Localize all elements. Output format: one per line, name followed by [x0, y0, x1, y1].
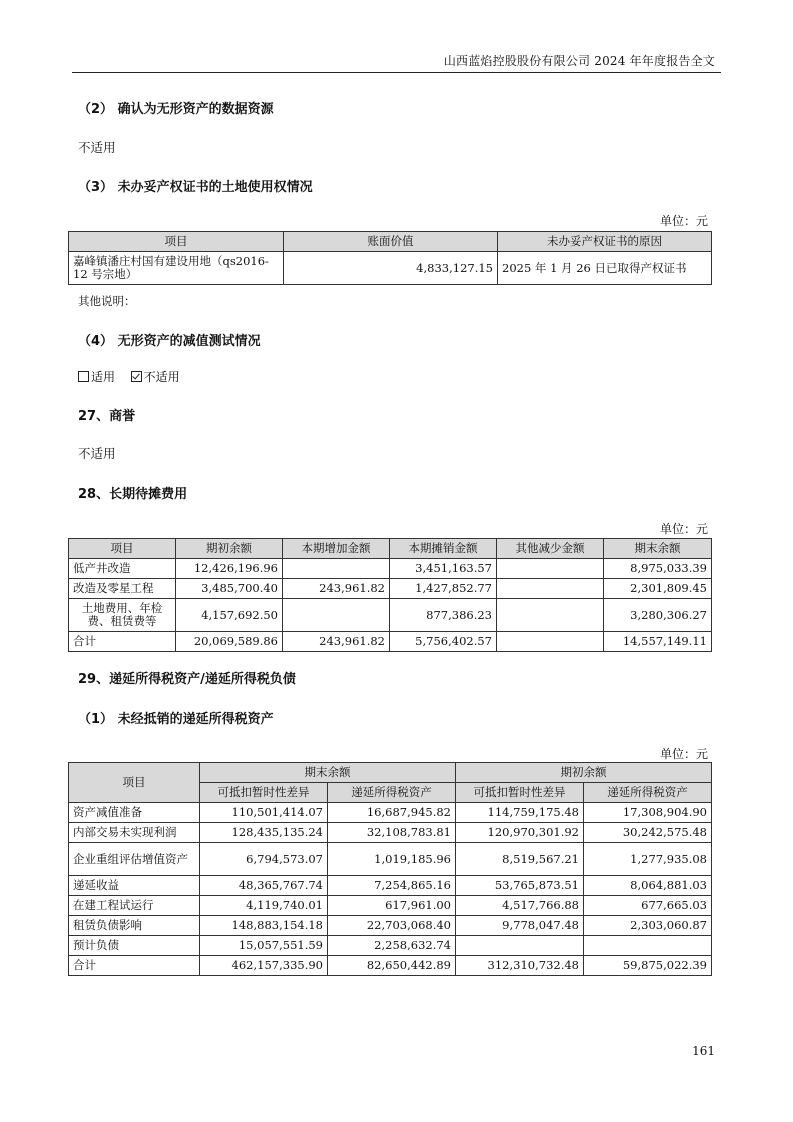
col-subheader: 递延所得税资产	[328, 783, 456, 803]
table-row-total	[69, 956, 712, 976]
table-row	[69, 803, 712, 823]
other-notes-label: 其他说明：	[78, 294, 136, 308]
cell-value: 7,254,865.16	[328, 876, 456, 896]
cell-value: 3,280,306.27	[604, 599, 712, 632]
cell-value: 128,435,135.24	[200, 823, 328, 843]
col-header: 其他减少金额	[497, 539, 604, 559]
cell-value	[497, 599, 604, 632]
row-label: 租赁负债影响	[69, 916, 200, 936]
table-row	[69, 823, 712, 843]
cell-value: 14,557,149.11	[604, 632, 712, 652]
page-header: 山西蓝焰控股股份有限公司 2024 年年度报告全文	[443, 54, 715, 68]
header-rule	[72, 72, 721, 73]
col-header: 本期摊销金额	[390, 539, 497, 559]
row-label: 土地费用、年检费、租赁费等	[69, 599, 176, 632]
col-header-item: 项目	[69, 763, 200, 803]
row-label: 合计	[69, 956, 200, 976]
col-subheader: 可抵扣暂时性差异	[200, 783, 328, 803]
deferred-tax-assets-table	[68, 762, 712, 976]
table-row	[69, 876, 712, 896]
cell-value: 3,451,163.57	[390, 559, 497, 579]
cell-value: 17,308,904.90	[584, 803, 712, 823]
row-label: 合计	[69, 632, 176, 652]
cell-value: 2,301,809.45	[604, 579, 712, 599]
book-value-cell: 4,833,127.15	[284, 252, 498, 285]
table-row	[69, 559, 712, 579]
cell-value: 59,875,022.39	[584, 956, 712, 976]
section-27-title: 27、商誉	[78, 409, 136, 424]
row-label: 预计负债	[69, 936, 200, 956]
cell-value	[584, 936, 712, 956]
reason-cell: 2025 年 1 月 26 日已取得产权证书	[498, 252, 712, 285]
cell-value: 5,756,402.57	[390, 632, 497, 652]
cell-value	[283, 559, 390, 579]
col-header: 期初余额	[176, 539, 283, 559]
cell-value: 2,258,632.74	[328, 936, 456, 956]
cell-value: 8,519,567.21	[456, 843, 584, 876]
section-3-title: （3） 未办妥产权证书的土地使用权情况	[78, 180, 313, 195]
row-label: 改造及零星工程	[69, 579, 176, 599]
table-row	[69, 936, 712, 956]
land-item-cell: 嘉峰镇潘庄村国有建设用地（qs2016-12 号宗地）	[69, 252, 284, 285]
table-row	[69, 916, 712, 936]
cell-value: 15,057,551.59	[200, 936, 328, 956]
section-4-title: （4） 无形资产的减值测试情况	[78, 334, 261, 349]
cell-value: 114,759,175.48	[456, 803, 584, 823]
col-header: 本期增加金额	[283, 539, 390, 559]
section-29-title: 29、递延所得税资产/递延所得税负债	[78, 672, 296, 687]
col-subheader: 递延所得税资产	[584, 783, 712, 803]
col-header-end-balance: 期末余额	[200, 763, 456, 783]
cell-value: 8,064,881.03	[584, 876, 712, 896]
section-28-unit: 单位：元	[659, 522, 708, 536]
cell-value: 82,650,442.89	[328, 956, 456, 976]
cell-value: 12,426,196.96	[176, 559, 283, 579]
cell-value: 3,485,700.40	[176, 579, 283, 599]
cell-value: 110,501,414.07	[200, 803, 328, 823]
cell-value: 677,665.03	[584, 896, 712, 916]
table-row	[69, 579, 712, 599]
row-label: 资产减值准备	[69, 803, 200, 823]
cell-value: 243,961.82	[283, 579, 390, 599]
row-label: 低产井改造	[69, 559, 176, 579]
section-29-unit: 单位：元	[659, 747, 708, 761]
applicability-options	[78, 368, 180, 385]
cell-value: 8,975,033.39	[604, 559, 712, 579]
section-27-text: 不适用	[78, 446, 116, 461]
table-row	[69, 896, 712, 916]
col-header: 账面价值	[284, 232, 498, 252]
col-header: 未办妥产权证书的原因	[498, 232, 712, 252]
table-row-total	[69, 632, 712, 652]
table-row	[69, 843, 712, 876]
cell-value: 4,157,692.50	[176, 599, 283, 632]
row-label: 企业重组评估增值资产	[69, 843, 200, 876]
row-label: 递延收益	[69, 876, 200, 896]
section-3-unit: 单位：元	[659, 214, 708, 228]
cell-value: 4,517,766.88	[456, 896, 584, 916]
option-not-applicable: 不适用	[143, 370, 180, 384]
page-number: 161	[692, 1044, 715, 1058]
cell-value: 16,687,945.82	[328, 803, 456, 823]
col-header-begin-balance: 期初余额	[456, 763, 712, 783]
cell-value: 53,765,873.51	[456, 876, 584, 896]
cell-value	[497, 559, 604, 579]
col-header: 项目	[69, 539, 176, 559]
section-2-text: 不适用	[78, 140, 116, 155]
col-subheader: 可抵扣暂时性差异	[456, 783, 584, 803]
cell-value	[456, 936, 584, 956]
row-label: 在建工程试运行	[69, 896, 200, 916]
cell-value: 1,277,935.08	[584, 843, 712, 876]
cell-value: 312,310,732.48	[456, 956, 584, 976]
cell-value	[497, 579, 604, 599]
section-28-title: 28、长期待摊费用	[78, 487, 188, 502]
col-header: 项目	[69, 232, 284, 252]
cell-value: 4,119,740.01	[200, 896, 328, 916]
cell-value: 22,703,068.40	[328, 916, 456, 936]
cell-value: 9,778,047.48	[456, 916, 584, 936]
option-applicable: 适用	[91, 370, 116, 384]
cell-value: 32,108,783.81	[328, 823, 456, 843]
land-use-table	[68, 231, 712, 285]
cell-value: 617,961.00	[328, 896, 456, 916]
cell-value: 120,970,301.92	[456, 823, 584, 843]
cell-value: 1,019,185.96	[328, 843, 456, 876]
cell-value: 462,157,335.90	[200, 956, 328, 976]
table-row	[69, 599, 712, 632]
section-29-subtitle: （1） 未经抵销的递延所得税资产	[78, 712, 274, 727]
cell-value: 148,883,154.18	[200, 916, 328, 936]
cell-value	[283, 599, 390, 632]
checkbox-checked-icon	[131, 371, 142, 382]
long-term-prepaid-table	[68, 538, 712, 652]
cell-value	[497, 632, 604, 652]
cell-value: 877,386.23	[390, 599, 497, 632]
cell-value: 6,794,573.07	[200, 843, 328, 876]
cell-value: 30,242,575.48	[584, 823, 712, 843]
checkbox-unchecked-icon	[78, 371, 89, 382]
cell-value: 48,365,767.74	[200, 876, 328, 896]
row-label: 内部交易未实现利润	[69, 823, 200, 843]
col-header: 期末余额	[604, 539, 712, 559]
section-2-title: （2） 确认为无形资产的数据资源	[78, 102, 274, 117]
cell-value: 243,961.82	[283, 632, 390, 652]
cell-value: 1,427,852.77	[390, 579, 497, 599]
cell-value: 20,069,589.86	[176, 632, 283, 652]
cell-value: 2,303,060.87	[584, 916, 712, 936]
